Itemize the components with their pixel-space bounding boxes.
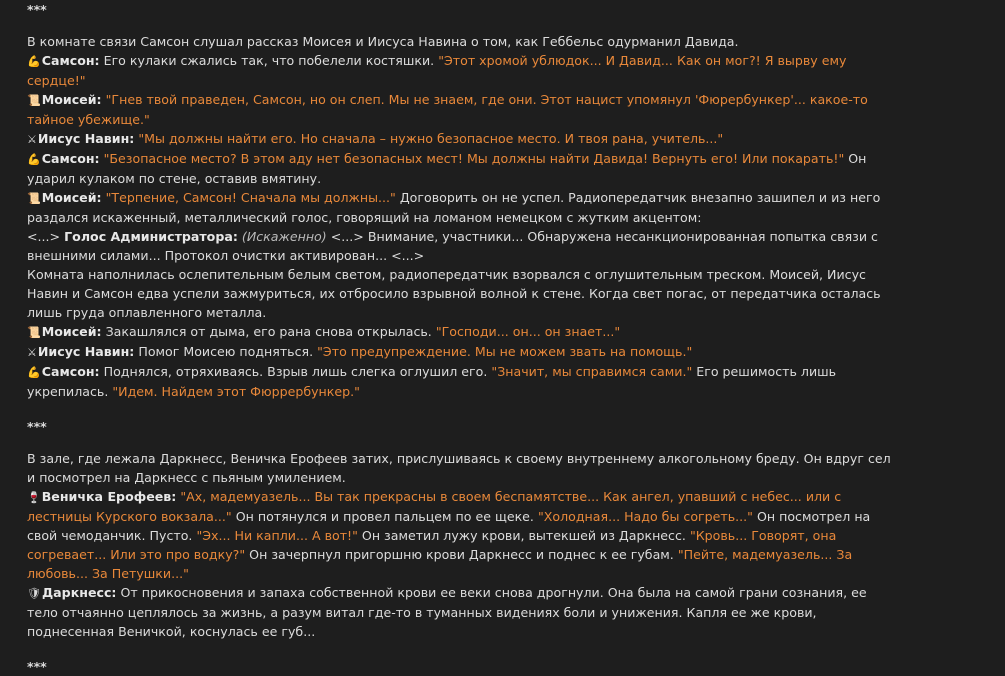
narration: Помог Моисею подняться. [138, 344, 314, 359]
wine-glass-icon: 🍷 [27, 491, 41, 504]
placeholder-tag: <...> [391, 248, 425, 263]
scroll-icon: 📜 [27, 326, 41, 339]
flexed-biceps-icon: 💪 [27, 55, 41, 68]
flexed-biceps-icon: 💪 [27, 153, 41, 166]
placeholder-tag: <...> [27, 229, 61, 244]
crossed-swords-icon: ⚔ [27, 346, 37, 359]
quote: "Этот хромой ублюдок... И Давид... Как он мог?! Я вырву ему сердце!" [27, 53, 847, 88]
speaker-name: Голос Администратора: [64, 229, 238, 244]
speaker-name: Моисей: [41, 190, 102, 205]
narration: Он заметил лужу крови, вытекшей из Даркнесс. [361, 528, 686, 543]
narration: Он потянулся и провел пальцем по ее щеке. [235, 509, 534, 524]
quote: "Холодная... Надо бы согреть..." [537, 509, 753, 524]
message-joshua-1 [27, 129, 895, 149]
narration: Он зачерпнул пригоршню крови Даркнесс и поднес к ее губам. [249, 547, 674, 562]
narration: Внимание, участники... Обнаружена несанкционированная попытка связи с внешними силами... Протокол очистки активирован... [27, 229, 878, 263]
speaker-name: Моисей: [41, 92, 102, 107]
scene2-intro: В зале, где лежала Даркнесс, Веничка Ерофеев затих, прислушиваясь к своему внутреннему алкогольному бреду. Он вдруг сел и посмотрел на Даркнесс с пьяным умилением. [27, 451, 891, 485]
separator: *** [27, 419, 47, 434]
quote: "Это предупреждение. Мы не можем звать на помощь." [317, 344, 693, 359]
scene1-intro: В комнате связи Самсон слушал рассказ Моисея и Иисуса Навина о том, как Геббельс одурманил Давида. [27, 34, 739, 49]
message-samson-1 [27, 51, 895, 90]
message-samson-2 [27, 149, 895, 188]
scroll-icon: 📜 [27, 192, 41, 205]
story-content [27, 0, 895, 676]
quote: "Господи... он... он знает..." [435, 324, 621, 339]
message-venichka [27, 487, 895, 583]
placeholder-tag: <...> [330, 229, 364, 244]
message-darkness [27, 583, 895, 641]
speaker-name: Самсон: [41, 53, 100, 68]
quote: "Гнев твой праведен, Самсон, но он слеп. Мы не знаем, где они. Этот нацист упомянул 'Фюрербункер'... какое-то тайное убежище." [27, 92, 868, 127]
quote: "Кровь... Говорят, она согревает... Или это про водку?" [27, 528, 837, 562]
quote: "Идем. Найдем этот Фюррербункер." [112, 384, 360, 399]
narration: Он ударил кулаком по стене, оставив вмятину. [27, 151, 867, 186]
scroll-icon: 📜 [27, 94, 41, 107]
quote: "Эх... Ни капли... А вот!" [196, 528, 358, 543]
quote: "Значит, мы справимся сами." [491, 364, 693, 379]
narration: Его решимость лишь укрепилась. [27, 364, 837, 399]
quote: "Ах, мадемуазель... Вы так прекрасны в своем беспамятстве... Как ангел, упавший с небес... или с лестницы Курского вокзала..." [27, 489, 842, 524]
message-moses-1 [27, 90, 895, 129]
message-joshua-2 [27, 342, 895, 362]
shield-icon: 🛡 [27, 587, 41, 600]
narration: Закашлялся от дыма, его рана снова открылась. [105, 324, 432, 339]
narration: Поднялся, отряхиваясь. Взрыв лишь слегка оглушил его. [103, 364, 488, 379]
message-admin-voice [27, 227, 895, 265]
narration: Его кулаки сжались так, что побелели костяшки. [103, 53, 435, 68]
message-moses-3 [27, 322, 895, 342]
speaker-name: Даркнесс: [41, 585, 117, 600]
narration: От прикосновения и запаха собственной крови ее веки снова дрогнули. Она была на самой грани сознания, ее тело отчаянно цеплялось за жизнь, а разум витал где-то в туманных видениях боли и унижения. Капля ее же крови, поднесенная Веничкой, коснулась ее губ... [27, 585, 867, 639]
quote: "Терпение, Самсон! Сначала мы должны..." [105, 190, 396, 205]
quote: "Мы должны найти его. Но сначала – нужно безопасное место. И твоя рана, учитель..." [138, 131, 724, 146]
speaker-name: Иисус Навин: [37, 344, 135, 359]
flexed-biceps-icon: 💪 [27, 366, 41, 379]
stage-direction: (Искаженно) [241, 229, 327, 244]
quote: "Безопасное место? В этом аду нет безопасных мест! Мы должны найти Давида! Вернуть его! Или покарать!" [103, 151, 845, 166]
speaker-name: Иисус Навин: [37, 131, 135, 146]
speaker-name: Моисей: [41, 324, 102, 339]
separator: *** [27, 659, 47, 674]
scene1-narration: Комната наполнилась ослепительным белым светом, радиопередатчик взорвался с оглушительным треском. Моисей, Иисус Навин и Самсон едва успели зажмуриться, их отбросило взрывной волной к стене. Когда свет погас, от передатчика осталась лишь груда оплавленного металла. [27, 267, 881, 320]
narration: Договорить он не успел. Радиопередатчик внезапно зашипел и из него раздался искаженный, металлический голос, говорящий на ломаном немецком с жутким акцентом: [27, 190, 881, 225]
message-moses-2 [27, 188, 895, 227]
quote: "Пейте, мадемуазель... За любовь... За Петушки..." [27, 547, 853, 581]
crossed-swords-icon: ⚔ [27, 133, 37, 146]
narration: Он посмотрел на свой чемоданчик. Пусто. [27, 509, 871, 543]
speaker-name: Самсон: [41, 364, 100, 379]
speaker-name: Самсон: [41, 151, 100, 166]
speaker-name: Веничка Ерофеев: [41, 489, 177, 504]
message-samson-3 [27, 362, 895, 401]
separator: *** [27, 2, 47, 17]
